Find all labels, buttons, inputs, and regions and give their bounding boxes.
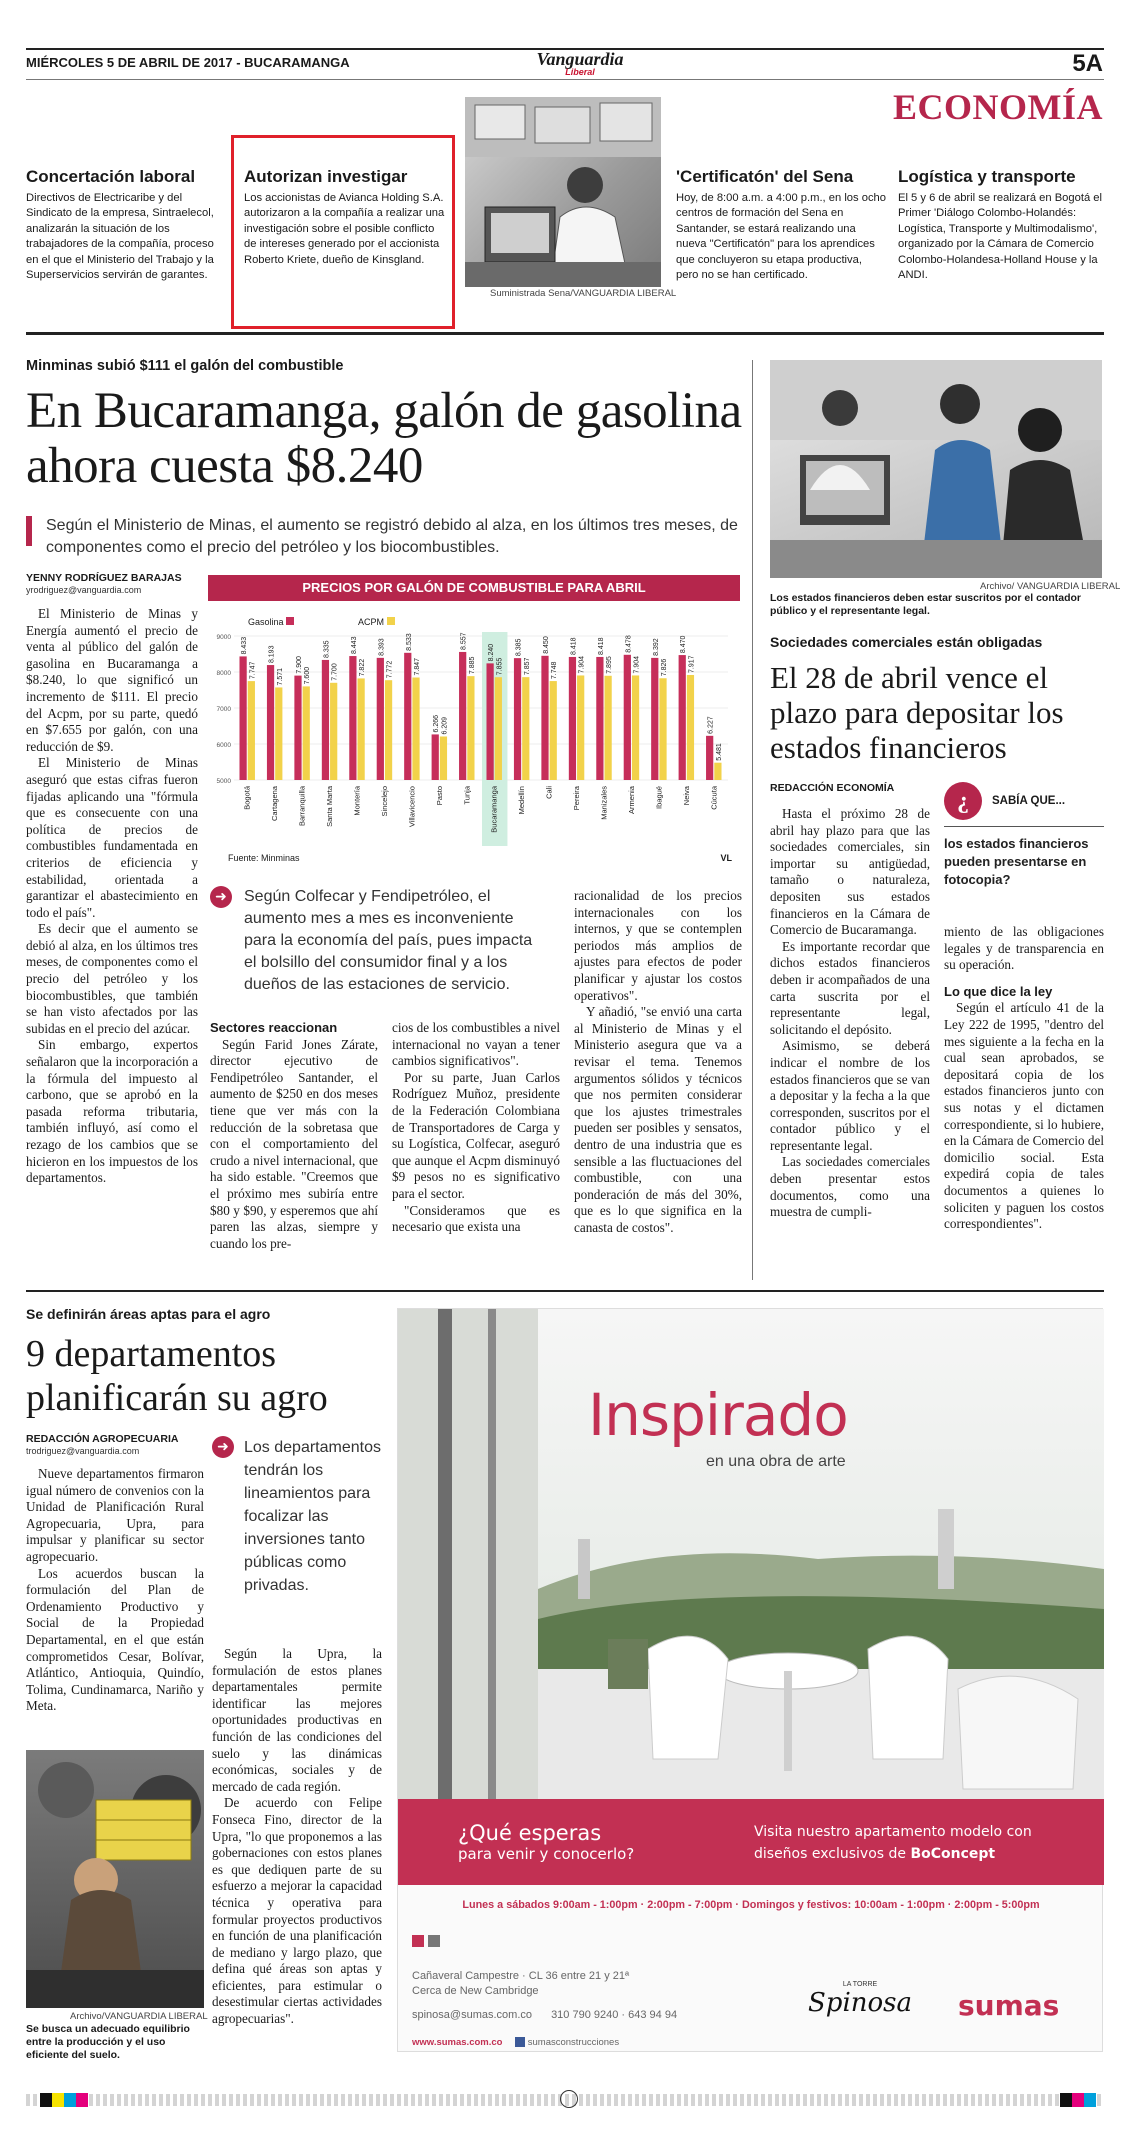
bar-value-label: 8.443	[350, 636, 358, 655]
ley-subhead: Lo que dice la ley	[944, 983, 1053, 999]
x-tick-label: Cartagena	[270, 786, 280, 822]
bar-value-label: 7.855	[496, 657, 504, 676]
legend-gasolina: Gasolina	[248, 617, 294, 627]
bar-gasolina	[377, 658, 384, 780]
bar-acpm	[303, 686, 310, 780]
bar-acpm	[687, 675, 694, 780]
masthead-underline	[26, 79, 1104, 80]
x-tick-label: Medellín	[517, 786, 527, 815]
agro-photo-illustration	[26, 1750, 204, 2008]
y-tick-label: 5000	[216, 778, 231, 785]
bar-value-label: 8.557	[460, 632, 468, 650]
bar-value-label: 8.335	[323, 640, 331, 658]
ad-headline: Inspirado	[588, 1381, 848, 1449]
paragraph: El Ministerio de Minas aseguró que estas cifras fueron fijadas aplicando una "fórmula que es consecuente con una política de precios de combustibles fundamentada en criterios de eficiencia y estabilidad, orientada a garantizar el abastecimiento en todo el país".	[26, 755, 198, 920]
bar-value-label: 7.904	[633, 655, 641, 674]
bar-acpm	[577, 675, 584, 780]
bar-value-label: 6.227	[707, 716, 715, 734]
x-tick-label: Bucaramanga	[489, 786, 499, 833]
section-title: ECONOMÍA	[893, 87, 1103, 127]
x-tick-label: Santa Marta	[325, 786, 335, 827]
bar-value-label: 7.885	[468, 656, 476, 675]
x-tick-label: Neiva	[681, 786, 691, 806]
bar-acpm	[632, 675, 639, 780]
x-tick-label: Bogotá	[242, 786, 252, 810]
agro-photo-credit: Archivo/VANGUARDIA LIBERAL	[70, 2011, 208, 2022]
bar-gasolina	[514, 658, 521, 780]
brief-text: Directivos de Electricaribe y del Sindicato de la empresa, Sintraelecol, analizarán la situación de los trabajadores de la compañía, proceso en el que el Ministerio del Trabajo y la Superservicios servirán de garantes.	[26, 192, 214, 282]
bar-value-label: 7.847	[414, 657, 422, 676]
bar-value-label: 8.193	[268, 645, 276, 664]
agro-pullquote	[212, 1436, 392, 1597]
bar-value-label: 8.470	[680, 635, 688, 654]
bar-gasolina	[294, 676, 301, 780]
brief-title: Autorizan investigar	[244, 167, 408, 186]
column-divider	[752, 360, 753, 1280]
paragraph: Es decir que el aumento se debió al alza, en los últimos tres meses, de componentes como el precio del petróleo y los biocombustibles, que también se han visto afectados por las subidas en el precio del azúcar.	[26, 921, 198, 1036]
bar-value-label: 8.418	[570, 637, 578, 655]
masthead-logo: Vanguardia Liberal	[536, 49, 624, 77]
ad-visit: Visita nuestro apartamento modelo con diseños exclusivos de BoConcept	[754, 1824, 1032, 1862]
paragraph: Según el artículo 41 de la Ley 222 de 1995, "dentro del mes siguiente a la fecha en la cual sean aprobados, se depositará copia de los estados financieros junto con sus notas y el dictamen correspondiente, si lo hubiere, en la Cámara de Comercio del domicilio social. Esta expedirá copia de tales documentos a quienes lo soliciten y paguen los costos correspondientes".	[944, 1000, 1105, 1232]
sumas-logo: sumas	[958, 1989, 1060, 2022]
bar-gasolina	[239, 656, 246, 780]
bar-value-label: 7.826	[661, 658, 669, 677]
x-tick-label: Armenia	[626, 786, 636, 814]
ad-email[interactable]: spinosa@sumas.com.co	[412, 2009, 532, 2021]
side-headline: El 28 de abril vence el plazo para depositar los estados financieros	[770, 660, 1064, 765]
ad-phones: 310 790 9240 · 643 94 94	[551, 2009, 678, 2021]
bar-value-label: 7.904	[578, 655, 586, 674]
brief-text: El 5 y 6 de abril se realizará en Bogotá el Primer 'Diálogo Colombo-Holandés: Logística, Transporte y Multimodalismo', organizado por la Cámara de Comercio Colombo-Holandesa-Holland House y la ANDI.	[898, 192, 1102, 282]
financial-photo-illustration	[770, 360, 1102, 578]
y-tick-label: 8000	[216, 670, 231, 677]
agro-col-2	[212, 1646, 382, 2028]
bar-value-label: 8.433	[241, 636, 249, 655]
main-deck: Según el Ministerio de Minas, el aumento se registró debido al alza, en los últimos tres meses, de componentes como el precio del petróleo y los biocombustibles.	[46, 517, 738, 556]
main-byline-email: yrodriguez@vanguardia.com	[26, 585, 142, 595]
bar-value-label: 6.209	[441, 716, 449, 735]
paragraph: Es importante recordar que dichos estados financieros deben ir acompañados de una carta suscrita por el representante legal, solicitando el depósito.	[770, 938, 930, 1037]
brief-title: 'Certificatón' del Sena	[676, 167, 854, 186]
bar-acpm	[275, 687, 282, 780]
brief-title: Logística y transporte	[898, 167, 1076, 186]
bar-value-label: 7.900	[295, 656, 303, 674]
bar-acpm	[412, 678, 419, 780]
sena-photo	[465, 97, 661, 287]
bar-value-label: 8.385	[515, 638, 523, 657]
brief-logistica	[898, 167, 1108, 283]
y-tick-label: 7000	[216, 706, 231, 713]
bar-acpm	[248, 681, 255, 780]
sena-photo-illustration	[465, 97, 661, 287]
bar-value-label: 7.857	[523, 657, 531, 676]
paragraph: Los acuerdos buscan la formulación del Plan de Ordenamiento Productivo y Social de la Propiedad Departamental, en el que están comprometidos Cesar, Bolívar, Atlántico, Antioquia, Quindío, Tolima, Cundinamarca, Nariño y Meta.	[26, 1565, 204, 1714]
chart-plot	[208, 630, 740, 860]
agro-photo-caption: Se busca un adecuado equilibrio entre la producción y el uso eficiente del suelo.	[26, 2023, 190, 2061]
bar-value-label: 7.895	[606, 656, 614, 674]
y-tick-label: 9000	[216, 634, 231, 641]
bar-value-label: 7.747	[249, 661, 257, 680]
ad-hours: Lunes a sábados 9:00am - 1:00pm · 2:00pm - 7:00pm · Domingos y festivos: 10:00am - 1:00pm · 2:00pm - 5:00pm	[462, 1899, 1040, 1911]
bar-value-label: 7.772	[386, 660, 394, 679]
bar-value-label: 7.700	[331, 663, 339, 681]
paragraph: El Ministerio de Minas y Energía aumentó el precio de venta al público del galón de gasolina en Bucaramanga a $8.240, lo que significó un incremento de $111. El precio del Acpm, por su parte, quedó en $7.655 por galón, con una reducción de $9.	[26, 606, 198, 754]
bar-gasolina	[349, 656, 356, 780]
bar-value-label: 8.240	[488, 643, 496, 662]
page-number: 5A	[1072, 50, 1103, 77]
bar-acpm	[714, 763, 721, 780]
agro-email: trodriguez@vanguardia.com	[26, 1446, 140, 1456]
brief-text: Hoy, de 8:00 a.m. a 4:00 p.m., en los ocho centros de formación del Sena en Santander, se estará realizando una nueva "Certificatón" para los aprendices que concluyeron su etapa productiva, pero no se han certificado.	[676, 192, 886, 282]
agro-photo	[26, 1750, 204, 2008]
brief-sena	[676, 167, 886, 283]
bar-acpm	[440, 736, 447, 780]
agro-headline: 9 departamentos planificarán su agro	[26, 1333, 328, 1419]
paragraph: "Consideramos que es necesario que exista una	[392, 1202, 560, 1235]
bar-value-label: 8.478	[625, 635, 633, 653]
bar-value-label: 7.571	[276, 667, 284, 686]
ad-squares	[412, 1935, 440, 1947]
deck-marker	[26, 516, 32, 546]
paragraph: Sin embargo, expertos señalaron que la incorporación a la fórmula del impuesto al carbono, que se aprobó en la pasada reforma tributaria, también influyó, así como el rezago de los cambios que se hicieron en los impuestos de los departamentos.	[26, 1037, 198, 1186]
side-byline: REDACCIÓN ECONOMÍA	[770, 782, 895, 794]
paragraph: miento de las obligaciones legales y de transparencia en su operación.	[944, 924, 1104, 973]
main-col-2	[210, 1016, 378, 1252]
bar-acpm	[467, 676, 474, 780]
mid-rule	[26, 1290, 1104, 1292]
chart-title: PRECIOS POR GALÓN DE COMBUSTIBLE PARA ABRIL	[208, 575, 740, 601]
paragraph: cios de los combustibles a nivel internacional no vayan a tener cambios significativos".	[392, 1020, 560, 1069]
y-tick-label: 6000	[216, 742, 231, 749]
financial-photo	[770, 360, 1102, 578]
bar-value-label: 8.392	[652, 638, 660, 656]
bar-gasolina	[706, 736, 713, 780]
x-tick-label: Pereira	[572, 786, 582, 811]
ad-address: Cañaveral Campestre · CL 36 entre 21 y 21ª Cerca de New Cambridge	[412, 1970, 630, 1997]
side-col-2	[944, 924, 1104, 1233]
x-tick-label: Villavicencio	[407, 786, 417, 828]
bar-value-label: 5.481	[715, 743, 723, 761]
bar-gasolina	[569, 657, 576, 780]
arrow-right-icon: ➜	[210, 886, 232, 908]
x-tick-label: Cali	[544, 786, 554, 799]
bar-gasolina	[322, 660, 329, 780]
bar-gasolina	[267, 665, 274, 780]
brief-concertacion	[26, 167, 222, 283]
paragraph: Y añadió, "se envió una carta al Ministerio de Minas y el Ministerio asegura que va a revisar el tema. Tenemos argumentos sólidos y técnicos que nos permiten considerar que los ajustes trimestrales pueden ser posibles y sensatos, dentro de una industria que es sensible a las fluctuaciones del combustible, con una ponderación de más del 30%, que es lo que significa en la canasta de costos".	[574, 1004, 742, 1235]
paragraph: Según la Upra, la formulación de estos planes departamentales permite identificar las mejores oportunidades productivas en función de las condiciones del suelo y las dinámicas económicas, sociales y de mercado de cada región.	[212, 1646, 382, 1794]
arrow-right-icon: ➜	[212, 1436, 234, 1458]
sabia-title: SABÍA QUE...	[992, 795, 1066, 807]
bar-acpm	[330, 683, 337, 780]
ad-tagline: en una obra de arte	[706, 1453, 846, 1470]
bar-acpm	[385, 680, 392, 780]
crosshair-icon	[560, 2090, 578, 2108]
ad-website-link[interactable]: www.sumas.com.co	[412, 2037, 503, 2048]
bar-value-label: 7.822	[359, 658, 367, 677]
paragraph: Asimismo, se deberá indicar el nombre de los estados financieros que se van a depositar y la fecha a la que corresponden, suscritos por el contador público y el representante legal.	[770, 1038, 930, 1153]
sena-photo-credit: Suministrada Sena/VANGUARDIA LIBERAL	[490, 288, 677, 299]
paragraph: Nueve departamentos firmaron igual número de convenios con la Unidad de Planificación Rural Agropecuaria, Upra, para impulsar y planificar su sector agropecuario.	[26, 1466, 204, 1564]
bar-acpm	[495, 677, 502, 780]
x-tick-label: Manizales	[599, 786, 609, 820]
paragraph: Según Farid Jones Zárate, director ejecutivo de Fendipetróleo Santander, el aumento de $250 en dos meses tiene que ver más con la reducción de la sobretasa que con el comportamiento del crudo a nivel internacional, que ha sido estable. "Creemos que el próximo mes subiría entre $80 y $90, y esperemos que ahí paren las alzas, siempre y cuando los pre-	[210, 1036, 378, 1251]
x-tick-label: Ibagué	[654, 786, 664, 809]
ad-banner	[398, 1799, 1104, 1885]
facebook-icon	[515, 2037, 525, 2047]
paragraph: racionalidad de los precios internacionales con los internos, y que se contemplen periodos más amplios de ajustes para efectos de poder planificar y ajustar los costos operativos".	[574, 888, 742, 1003]
color-bar-left	[40, 2093, 88, 2107]
bar-gasolina	[432, 734, 439, 780]
agro-pullquote-text: Los departamentos tendrán los lineamientos para focalizar las inversiones tanto públicas como privadas.	[244, 1439, 381, 1594]
bar-acpm	[358, 678, 365, 780]
bar-value-label: 8.418	[597, 637, 605, 655]
x-tick-label: Barranquilla	[297, 786, 307, 827]
ad-question: ¿Qué esperas para venir y conocerlo?	[458, 1821, 635, 1863]
sectores-subhead: Sectores reaccionan	[210, 1020, 338, 1035]
sabia-que-box	[944, 782, 1104, 889]
paragraph: Hasta el próximo 28 de abril hay plazo para que las sociedades comerciales, sin importar su antigüedad, tamaño o naturaleza, depositen sus estados financieros en la Cámara de Comercio de Bucaramanga.	[770, 806, 930, 938]
bar-gasolina	[651, 658, 658, 780]
bar-gasolina	[459, 652, 466, 780]
financial-photo-caption: Los estados financieros deben estar suscritos por el contador público y el representante legal.	[770, 592, 1082, 617]
color-bar-right	[1060, 2093, 1096, 2107]
main-headline: En Bucaramanga, galón de gasolina ahora cuesta $8.240	[26, 383, 742, 494]
paragraph: Por su parte, Juan Carlos Rodríguez Muñoz, presidente de la Federación Colombiana de Transportadores de Carga y su Logística, Colfecar, aseguró que aunque el Acpm disminuyó $9 pesos no es significativo para el sector.	[392, 1069, 560, 1201]
bar-acpm	[522, 677, 529, 780]
agro-col-1	[26, 1466, 204, 1715]
ad-square-red	[412, 1935, 424, 1947]
brief-text: Los accionistas de Avianca Holding S.A. autorizaron a la compañía a realizar una investigación sobre el posible conflicto de intereses generado por el accionista Roberto Kriete, dueño de Kinsgland.	[244, 192, 445, 266]
ad-contact	[412, 2009, 677, 2021]
main-col-4	[574, 888, 742, 1236]
agro-kicker: Se definirán áreas aptas para el agro	[26, 1306, 271, 1322]
paragraph: De acuerdo con Felipe Fonseca Fino, director de la Upra, "lo que proponemos a las gobernaciones con estos planes es que dediquen parte de su esfuerzo a mejorar la capacidad técnica y operativa para formular proyectos productivos en función de una planificación de mediano y largo plazo, que defina qué áreas son aptas y eficientes, para estimular o desestimular ciertas actividades agropecuarias".	[212, 1795, 382, 2027]
bar-value-label: 7.917	[688, 655, 696, 673]
ad-square-gray	[428, 1935, 440, 1947]
brief-title: Concertación laboral	[26, 167, 196, 186]
masthead-date: MIÉRCOLES 5 DE ABRIL DE 2017 - BUCARAMANGA	[26, 55, 350, 70]
x-tick-label: Pasto	[434, 786, 444, 806]
bar-value-label: 7.748	[551, 661, 559, 680]
main-col-1	[26, 606, 198, 1187]
main-pullquote	[210, 886, 540, 996]
chart-source: Fuente: Minminas	[228, 853, 300, 863]
fuel-price-chart	[208, 575, 740, 870]
bar-value-label: 8.450	[542, 636, 550, 654]
x-tick-label: Tunja	[462, 786, 472, 805]
bar-value-label: 7.600	[304, 666, 312, 685]
x-tick-label: Sincelejo	[379, 786, 389, 817]
bar-acpm	[605, 676, 612, 780]
bar-acpm	[550, 681, 557, 780]
bar-gasolina	[404, 653, 411, 780]
legend-acpm: ACPM	[358, 617, 395, 627]
main-byline: YENNY RODRÍGUEZ BARAJAS	[26, 572, 182, 584]
main-kicker: Minminas subió $111 el galón del combustible	[26, 358, 344, 374]
bar-gasolina	[541, 656, 548, 780]
bar-value-label: 8.393	[378, 638, 386, 656]
financial-photo-credit: Archivo/ VANGUARDIA LIBERAL	[980, 581, 1121, 592]
sabia-text: los estados financieros pueden presentarse en fotocopia?	[944, 826, 1104, 889]
bar-acpm	[659, 678, 666, 780]
agro-byline: REDACCIÓN AGROPECUARIA	[26, 1433, 179, 1445]
paragraph: Las sociedades comerciales deben presentar estos documentos, como una muestra de cumpli-	[770, 1154, 930, 1220]
x-tick-label: Montería	[352, 786, 362, 816]
side-kicker: Sociedades comerciales están obligadas	[770, 634, 1043, 650]
bar-gasolina	[596, 657, 603, 780]
bar-gasolina	[624, 655, 631, 780]
spinosa-logo: LA TORRE Spinosa	[808, 1981, 913, 2018]
chart-corner-label: VL	[720, 853, 732, 863]
main-col-3	[392, 1020, 560, 1236]
question-mark-icon: ¿	[944, 782, 982, 820]
bar-value-label: 6.266	[433, 714, 441, 733]
x-tick-label: Cúcuta	[709, 786, 719, 810]
bar-gasolina	[679, 655, 686, 780]
ad-social[interactable]: sumasconstrucciones	[527, 2037, 620, 2048]
bar-value-label: 8.533	[405, 633, 413, 651]
side-col-1	[770, 806, 930, 1221]
brief-avianca	[244, 167, 448, 268]
spinosa-ad[interactable]	[397, 1308, 1103, 2052]
briefs-bottom-rule	[26, 332, 1104, 335]
bar-gasolina	[486, 663, 493, 780]
pullquote-text: Según Colfecar y Fendipetróleo, el aumento mes a mes es inconveniente para la economía del país, pues impacta el bolsillo del consumidor final y a los dueños de las estaciones de servicio.	[244, 888, 533, 993]
ad-web	[412, 2037, 619, 2048]
